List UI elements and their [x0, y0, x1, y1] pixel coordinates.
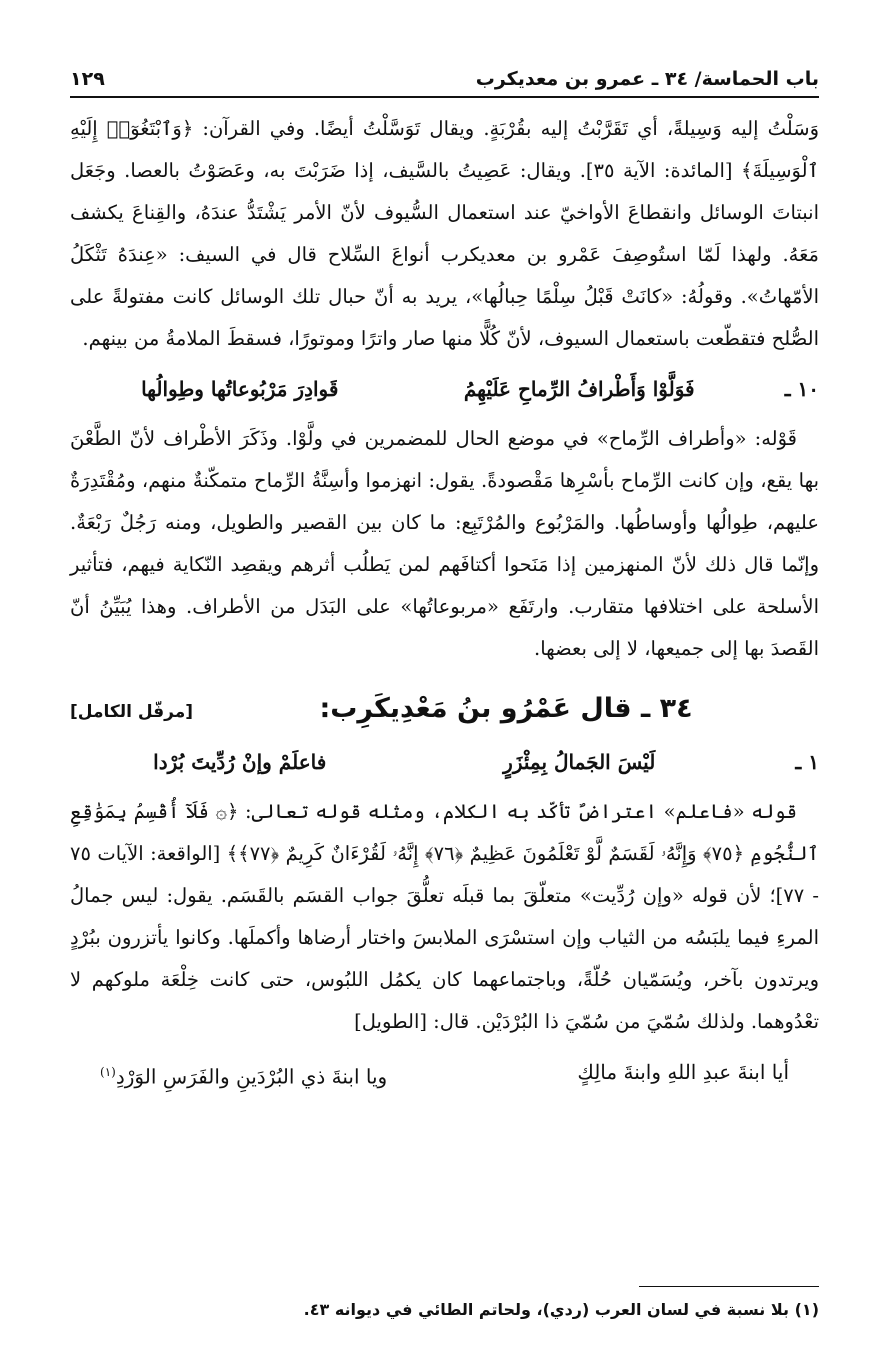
verse-second-hemistich: قَوادِرَ مَرْبُوعاتُها وطِوالُها — [141, 377, 339, 401]
running-title: باب الحماسة/ ٣٤ ـ عمرو بن معديكرب — [475, 68, 819, 90]
quoted-second-hemistich-text: ويا ابنةَ ذي البُرْدَينِ والفَرَسِ الوَرْدِ — [115, 1064, 388, 1089]
footnote-marker: (١) — [100, 1065, 116, 1079]
page-number: ١٢٩ — [70, 68, 105, 90]
verse-second-hemistich: فاعلَمْ وإنْ رُدِّيتَ بُرْدا — [153, 750, 327, 774]
footnote: (١) بلا نسبة في لسان العرب (ردي)، ولحاتم الطائي في ديوانه ٤٣. — [303, 1300, 819, 1319]
commentary-paragraph-3: قوله «فاعلم» اعتراضٌ تأكّد به الكلام، ومثله قوله تعالى: ﴿۞ فَلَآ أُقْسِمُ بِمَوَٰقِعِ ٱلنُّجُومِ ﴿٧٥﴾ وَإِنَّهُۥ لَقَسَمٌ لَّوْ تَعْلَمُونَ عَظِيمٌ ﴿٧٦﴾ إِنَّهُۥ لَقُرْءَانٌ كَرِيمٌ ﴿٧٧﴾﴾ [الواقعة: الآيات ٧٥ - ٧٧]؛ لأن قوله «وإن رُدِّيت» متعلّقَ بما قبلَه تعلُّقَ جواب القسَم بالقَسَم. يقول: ليس جمالُ المرءِ فيما يلبَسُه من الثياب وإن استسْرَى الملابسَ واختار أرضاها وأكملَها. وكانوا يأتزرون ببُرْدٍ ويرتدون بآخر، ويُسَمّيان حُلّةً، وباجتماعهما كان يكمُل اللبُوس، حتى كانت خِلْعَة ملوكهم لا تعْدُوهما. ولذلك سُمّيَ من سُمّيَ ذا البُرْدَيْن. قال: [الطويل] — [70, 800, 819, 1033]
commentary-paragraph-2: قَوْله: «وأطراف الرِّماح» في موضع الحال للمضمرين في ولَّوْا. وذَكَرَ الأطْراف لأنّ الطَّعْنَ بها يقع، وإن كانت الرِّماح بأسْرِها مَقْصودةً. يقول: انهزموا وأسِنَّةُ الرِّماح متمكّنةٌ منهم، ومُقْتَدِرَةٌ عليهم، طِوالُها وأوساطُها. والمَرْبُوع والمُرْتَبِع: ما كان بين القصير والطويل، ومنه رَجُلٌ رَبْعَةٌ. وإنّما قال ذلك لأنّ المنهزمين إذا مَنَحوا أكتافَهم لمن يَطلُب أثرهم ويقصِد النّكاية فيهم، فتأثير الأسلحة على اختلافها متقارب. وارتَفَع «مربوعاتُها» على البَدَل من الأطراف. وهذا يُبَيِّنُ أنّ القَصدَ بها إلى جميعها، لا إلى بعضها. — [70, 427, 819, 660]
commentary-paragraph-1: وَسَلْتُ إليه وَسِيلةً، أي تَقَرَّبْتُ إليه بقُرْبَةٍ. ويقال تَوَسَّلْتُ أيضًا. وفي القرآن: ﴿وَٱبْتَغُوٓا۟ إِلَيْهِ ٱلْوَسِيلَةَ﴾ [المائدة: الآية ٣٥]. ويقال: عَصِيتُ بالسَّيف، إذا ضَرَبْتَ به، وعَصَوْتُ بالعصا. وجَعَل انبتاتَ الوسائل وانقطاعَ الأواخيّ عند استعمال السُّيوف لأنّ الأمر يَشْتَدُّ عندَهُ، والقِناعَ يكشف مَعَهُ. ولهذا لَمّا استُوصِفَ عَمْرو بن معديكرب أنواعَ السِّلاح قال في السيف: «عِندَهُ تَثْكَلُ الأمّهاتُ». وقولُهُ: «كانَتْ قَبْلُ سِلْمًا حِبالُها»، يريد به أنّ حبال تلك الوسائل كانت مفتولةً على الصُّلح فتقطّعت باستعمال السيوف، لأنّ كُلًّا منها صار واترًا وموتورًا، فسقطَ الملامةُ من بينهم. — [70, 117, 819, 350]
poem-heading — [70, 688, 819, 733]
quoted-verse — [100, 1049, 789, 1100]
book-page — [70, 48, 819, 1338]
quoted-first-hemistich: أيا ابنةَ عبدِ اللهِ وابنةَ مالِكٍ — [577, 1060, 789, 1084]
verse-first-hemistich: لَيْسَ الجَمالُ بِمِئْزَرٍ — [503, 750, 656, 774]
footnote-divider — [639, 1286, 819, 1287]
quoted-second-hemistich — [100, 1049, 387, 1100]
verse-1 — [70, 739, 819, 785]
verse-10 — [70, 366, 819, 412]
verse-number: ١٠ ـ — [784, 377, 819, 401]
poem-meter: [مرفّل الكامل] — [70, 702, 194, 722]
running-header — [70, 48, 819, 98]
poem-title: ٣٤ ـ قال عَمْرُو بنُ مَعْدِيكَرِب: — [319, 693, 693, 724]
verse-first-hemistich: فَوَلَّوْا وَأَطْرافُ الرِّماحِ عَلَيْهِمُ — [463, 377, 695, 401]
main-text — [70, 108, 819, 1100]
verse-number: ١ ـ — [795, 750, 819, 774]
